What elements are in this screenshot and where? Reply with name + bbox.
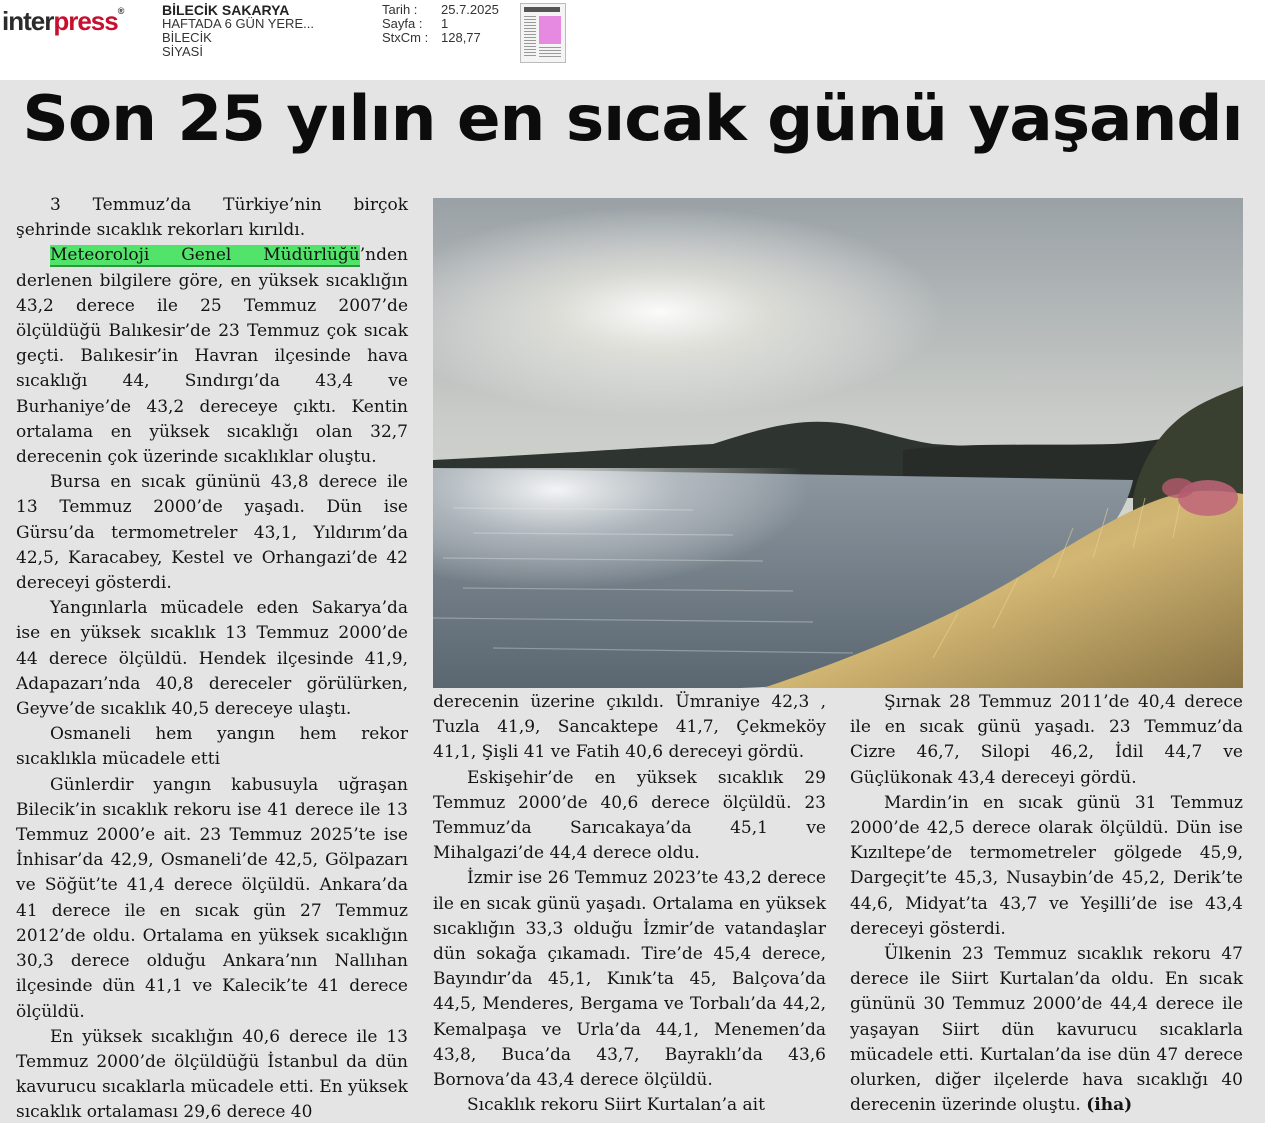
- page-thumbnail[interactable]: [520, 3, 566, 63]
- article-headline: Son 25 yılın en sıcak günü yaşandı: [22, 82, 1243, 155]
- publication-info: [162, 3, 314, 59]
- publication-name: BİLECİK SAKARYA: [162, 2, 290, 18]
- paragraph: Bursa en sıcak gününü 43,8 derece ile 13 Temmuz 2000’de yaşadı. Dün ise Gürsu’da termometreler 43,1, Yıldırım’da 42,5, Karacabey, Kestel ve Orhangazi’de 42 dereceyi gösterdi.: [16, 472, 408, 594]
- subheading: Sıcaklık rekoru Siirt Kurtalan’a ait: [467, 1095, 765, 1116]
- meta-values: [441, 3, 499, 45]
- paragraph: Ülkenin 23 Temmuz sıcaklık rekoru 47 derece ile Siirt Kurtalan’da oldu. En sıcak gününü 30 Temmuz 2000’de 44,4 derece ile yaşayan Siirt dün kavurucu sıcaklarla mücadele etti. Kurtalan’da ise dün 47 derece olurken, diğer ilçelerde hava sıcaklığı 40 derecenin üzerinde oluştu. (iha): [850, 944, 1243, 1116]
- page-label: Sayfa :: [382, 16, 423, 31]
- meta-labels: [382, 3, 428, 45]
- paragraph: derecenin üzerine çıkıldı. Ümraniye 42,3 , Tuzla 41,9, Sancaktepe 41,7, Çekmeköy 41,1, Şişli 41 ve Fatih 40,6 dereceyi gördü.: [433, 692, 826, 763]
- lake-sunset-photo: [433, 198, 1243, 688]
- publication-edition: HAFTADA 6 GÜN YERE...: [162, 16, 314, 31]
- paragraph: Şırnak 28 Temmuz 2011’de 40,4 derece ile en sıcak günü yaşadı. 23 Temmuz’da Cizre 46,7, Silopi 46,2, İdil 44,7 ve Güçlükonak 43,4 dereceyi gördü.: [850, 692, 1243, 788]
- interpress-logo: interpress®: [2, 6, 124, 36]
- paragraph: En yüksek sıcaklığın 40,6 derece ile 13 Temmuz 2000’de ölçüldüğü İstanbul da dün kavurucu sıcaklarla mücadele etti. En yüksek sıcaklık ortalaması 29,6 derece 40: [16, 1026, 408, 1123]
- publication-city: BİLECİK: [162, 30, 212, 45]
- article-column-1: [16, 193, 408, 1126]
- page-value: 1: [441, 16, 449, 31]
- article-column-2: [433, 690, 826, 1118]
- highlighted-term: Meteoroloji Genel Müdürlüğü: [50, 245, 360, 266]
- paragraph: Meteoroloji Genel Müdürlüğü’nden derlenen bilgilere göre, en yüksek sıcaklığın 43,2 derece ile 25 Temmuz 2007’de ölçüldüğü Balıkesir’de 23 Temmuz çok sıcak geçti. Balıkesir’in Havran ilçesinde hava sıcaklığı 44, Sındırgı’da 43,4 ve Burhaniye’de 43,2 dereceye çıktı. Kentin ortalama en yüksek sıcaklığı olan 32,7 derecenin çok üzerinde sıcaklıklar oluştu.: [16, 245, 408, 468]
- paragraph: Günlerdir yangın kabusuyla uğraşan Bilecik’in sıcaklık rekoru ise 41 derece ile 13 Temmuz 2000’e ait. 23 Temmuz 2025’te ise İnhisar’da 42,9, Osmaneli’de 42,5, Gölpazarı ve Söğüt’te 41,4 derece ölçüldü. Ankara’da 41 derece ile en sıcak gün 27 Temmuz 2012’de oldu. Ortalama en yüksek sıcaklığın 30,3 derece olduğu Ankara’nın Nallıhan ilçesinde dün 41,1 ve Kalecik’te 41 derece ölçüldü.: [16, 774, 408, 1022]
- paragraph: Yangınlarla mücadele eden Sakarya’da ise en yüksek sıcaklık 13 Temmuz 2000’de 44 derece ölçüldü. Hendek ilçesinde 41,9, Adapazarı’nda 40,8 dereceler görülürken, Geyve’de sıcaklık 40,5 dereceye ulaştı.: [16, 598, 408, 720]
- paragraph: İzmir ise 26 Temmuz 2023’te 43,2 derece ile en sıcak günü yaşadı. Ortalama en yüksek sıcaklığın 33,3 olduğu İzmir’de vatandaşlar dün sokağa çıkamadı. Tire’de 45,4 derece, Bayındır’da 45,1, Kınık’ta 45, Balçova’da 44,5, Menderes, Bergama ve Torbalı’da 44,2, Kemalpaşa ve Urla’da 44,1, Menemen’da 43,8, Buca’da 43,7, Bayraklı’da 43,6 Bornova’da 43,4 derece ölçüldü.: [433, 868, 826, 1091]
- paragraph: Mardin’in en sıcak günü 31 Temmuz 2000’de 42,5 derece olarak ölçüldü. Dün ise Kızıltepe’de termometreler gölgede 45,9, Dargeçit’te 45,3, Nusaybin’de 45,2, Derik’te 44,6, Midyat’ta 43,7 ve Yeşilli’de ise 43,4 dereceyi gösterdi.: [850, 792, 1243, 939]
- size-label: StxCm :: [382, 30, 429, 45]
- article-column-3: [850, 690, 1243, 1118]
- source-signature: (iha): [1086, 1095, 1133, 1116]
- paragraph: 3 Temmuz’da Türkiye’nin birçok şehrinde sıcaklık rekorları kırıldı.: [16, 195, 408, 241]
- article-photo: [433, 198, 1243, 688]
- clipping-header: [0, 0, 1265, 80]
- date-value: 25.7.2025: [441, 2, 499, 17]
- subheading: Osmaneli hem yangın hem rekor sıcaklıkla mücadele etti: [16, 724, 408, 770]
- date-label: Tarih :: [382, 2, 418, 17]
- size-value: 128,77: [441, 30, 481, 45]
- paragraph: Eskişehir’de en yüksek sıcaklık 29 Temmuz 2000’de 40,6 derece ölçüldü. 23 Temmuz’da Sarıcakaya’da 45,1 ve Mihalgazi’de 44,4 derece oldu.: [433, 767, 826, 864]
- publication-category: SİYASİ: [162, 44, 203, 59]
